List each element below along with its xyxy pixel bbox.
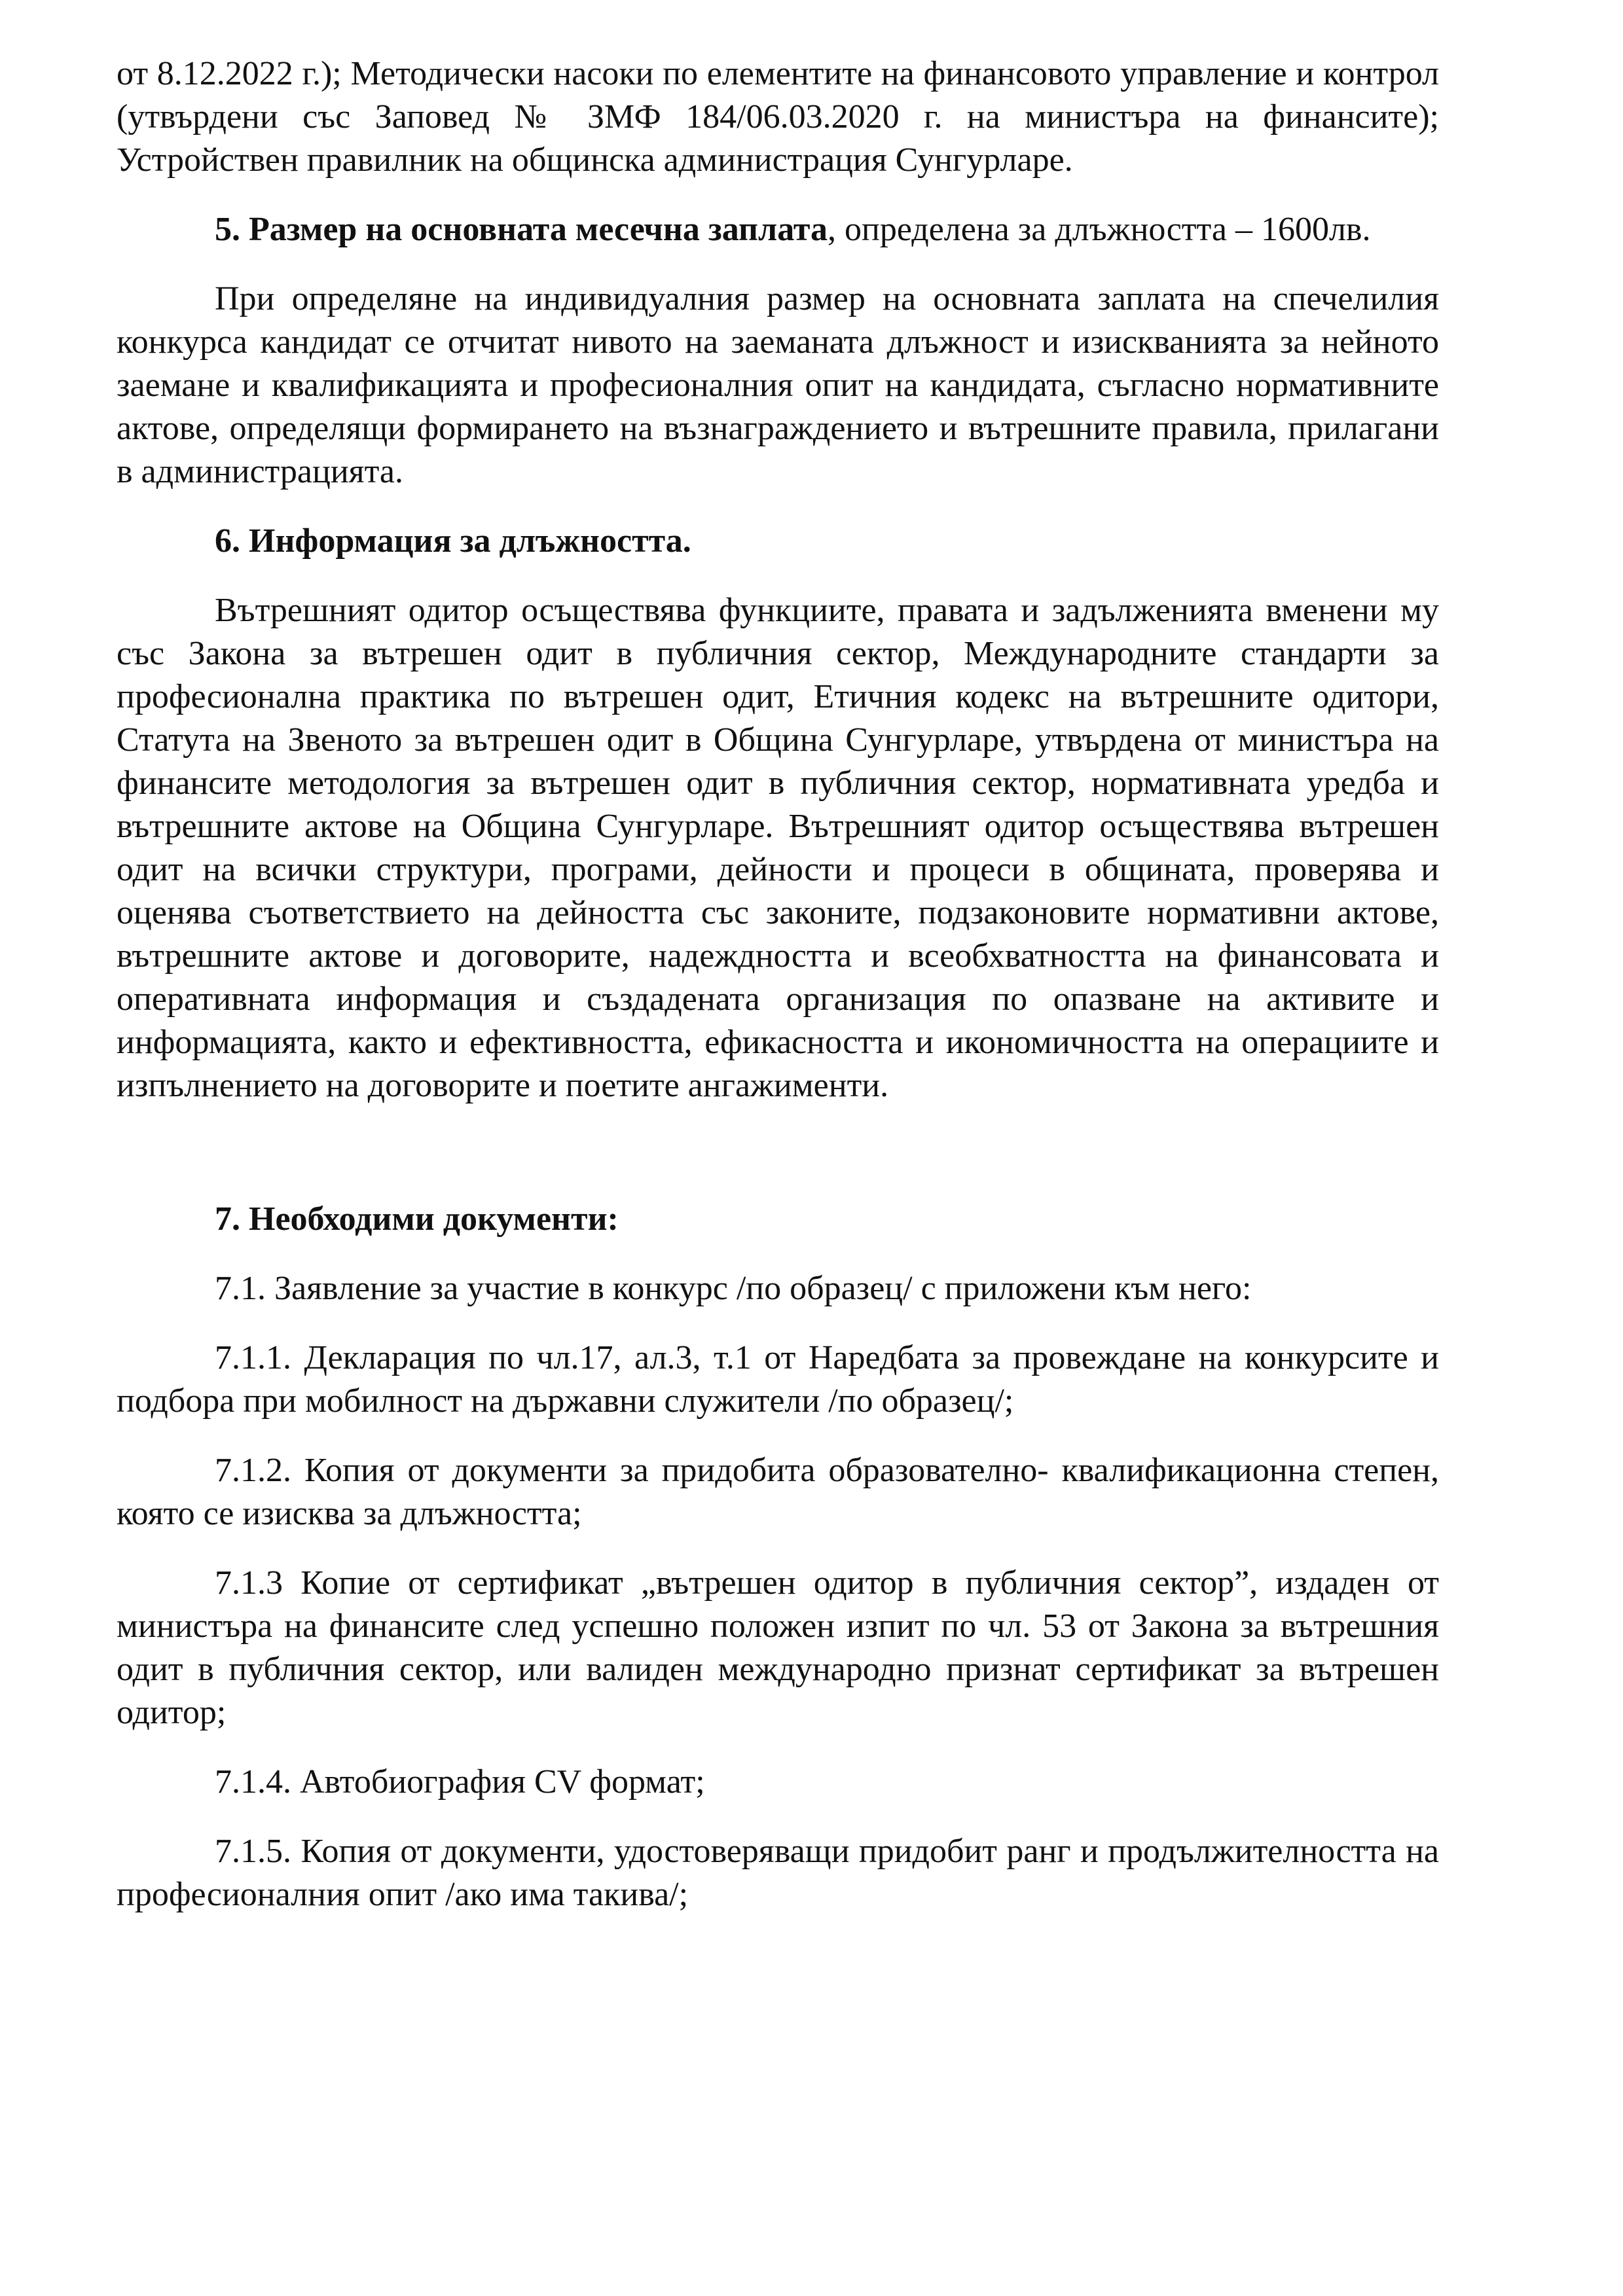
item-7-1-4: 7.1.4. Автобиография CV формат;: [215, 1763, 705, 1801]
item-7-1-1: 7.1.1. Декларация по чл.17, ал.3, т.1 от Наредбата за провеждане на конкурсите и подбора при мобилност на държавни служители /по образец/;: [117, 1339, 1439, 1420]
item-7-1-5: 7.1.5. Копия от документи, удостоверяващи придобит ранг и продължителността на професионалния опит /ако има такива/;: [117, 1833, 1439, 1913]
item-7-1-3: 7.1.3 Копие от сертификат „вътрешен одитор в публичния сектор”, издаден от министъра на финансите след успешно положен изпит по чл. 53 от Закона за вътрешния одит в публичния сектор, или валиден международно признат сертификат за вътрешен одитор;: [117, 1564, 1439, 1731]
item-7-1-2: 7.1.2. Копия от документи за придобита образователно- квалификационна степен, която се изисква за длъжността;: [117, 1452, 1439, 1532]
section-6-heading: 6. Информация за длъжността.: [215, 522, 691, 560]
section-5-heading: 5. Размер на основната месечна заплата: [215, 211, 828, 248]
section-7-heading-paragraph: [117, 1198, 1439, 1241]
section-5-text: , определена за длъжността – 1600лв.: [828, 211, 1371, 248]
section-6-duties-paragraph: Вътрешният одитор осъществява функциите, правата и задълженията вменени му със Закона за вътрешен одит в публичния сектор, Международните стандарти за професионална практика по вътрешен одит, Етичния кодекс на вътрешните одитори, Статута на Звеното за вътрешен одит в Община Сунгурларе, утвърдена от министъра на финансите методология за вътрешен одит в публичния сектор, нормативната уредба и вътрешните актове на Община Сунгурларе. Вътрешният одитор осъществява вътрешен одит на всички структури, програми, дейности и процеси в общината, проверява и оценява съответствието на дейността със законите, подзаконовите нормативни актове, вътрешните актове и договорите, надеждността и всеобхватността на финансовата и оперативната информация и създадената организация по опазване на активите и информацията, както и ефективността, ефикасността и икономичността на операциите и изпълнението на договорите и поетите ангажименти.: [117, 592, 1439, 1104]
section-5-salary-paragraph: При определяне на индивидуалния размер на основната заплата на спечелилия конкурса кандидат се отчитат нивото на заеманата длъжност и изискванията за нейното заемане и квалификацията и професионалния опит на кандидата, съгласно нормативните актове, определящи формирането на възнаграждението и вътрешните правила, прилагани в администрацията.: [117, 280, 1439, 490]
document-page: [117, 52, 1439, 1916]
section-7-heading: 7. Необходими документи:: [215, 1200, 619, 1238]
section-6-heading-paragraph: [117, 520, 1439, 563]
intro-paragraph: от 8.12.2022 г.); Методически насоки по елементите на финансовото управление и контрол (утвърдени със Заповед № ЗМФ 184/06.03.2020 г. на министъра на финансите); Устройствен правилник на общинска администрация Сунгурларе.: [117, 55, 1439, 179]
section-5-paragraph: [117, 208, 1439, 251]
item-7-1: 7.1. Заявление за участие в конкурс /по образец/ с приложени към него:: [215, 1270, 1252, 1307]
